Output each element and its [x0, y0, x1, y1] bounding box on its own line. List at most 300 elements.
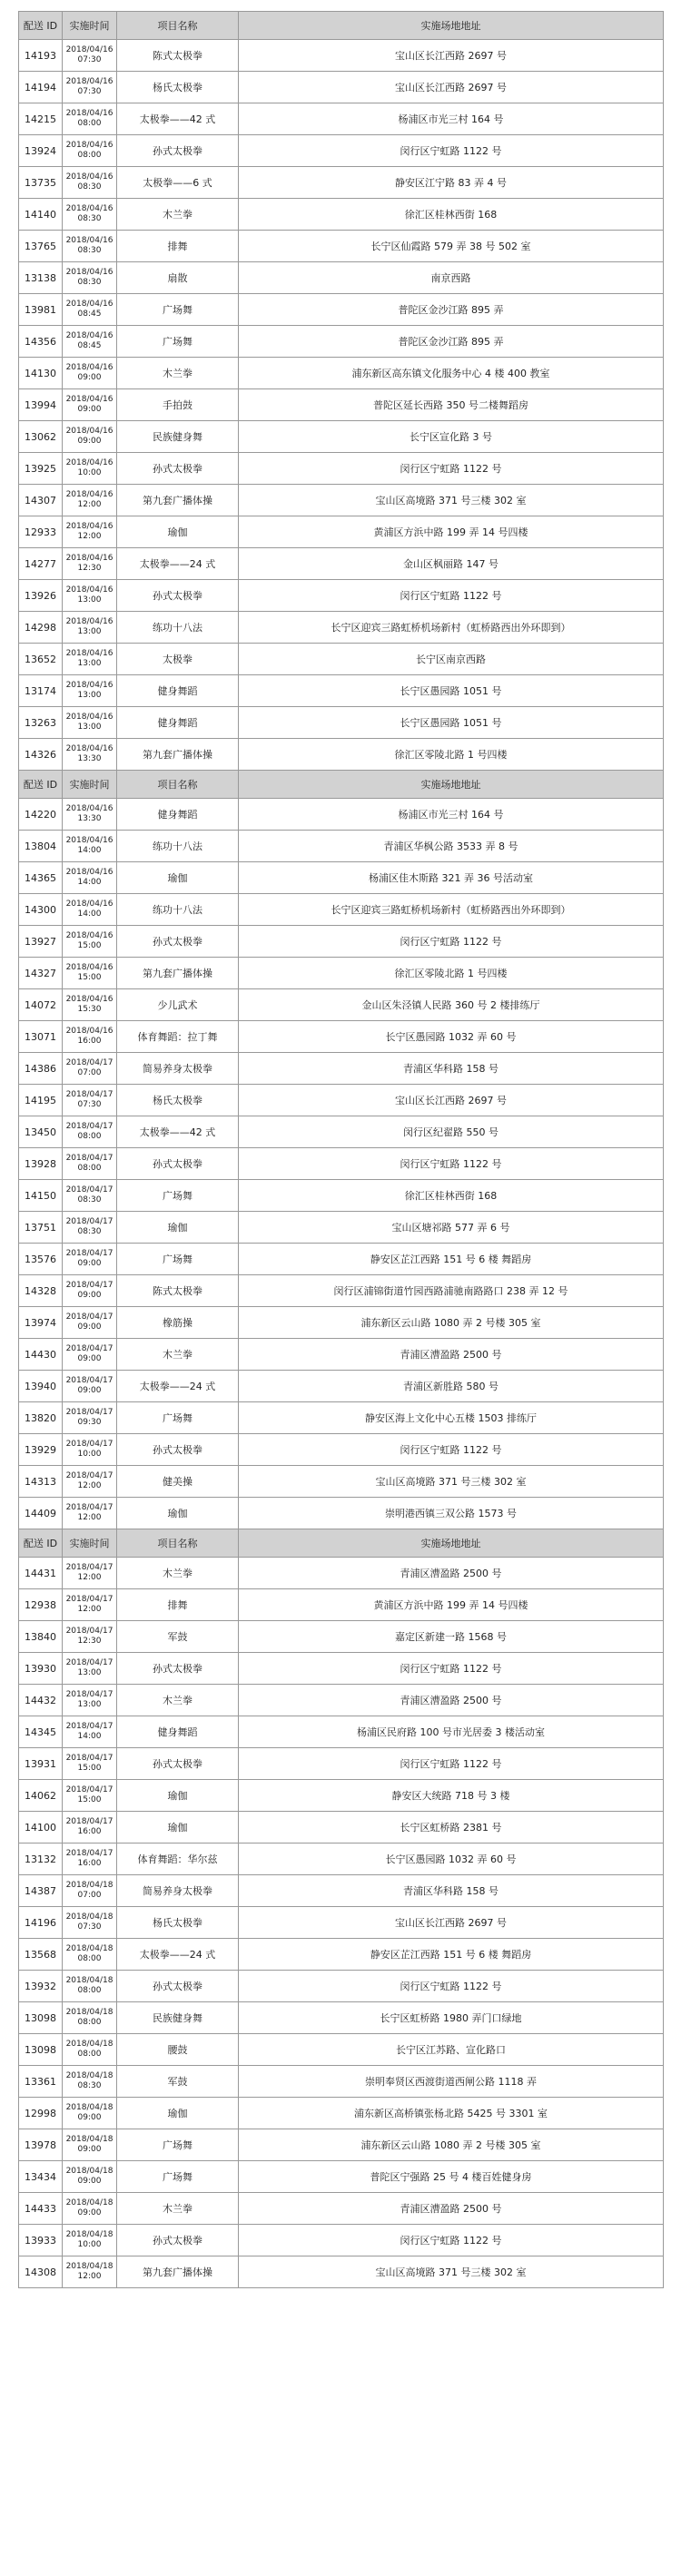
cell-id: 14130 — [19, 358, 63, 389]
cell-name: 军鼓 — [117, 2066, 239, 2098]
cell-id: 13926 — [19, 580, 63, 612]
cell-date: 2018/04/17 12:00 — [63, 1589, 117, 1621]
table-row — [19, 485, 664, 516]
cell-date: 2018/04/16 08:30 — [63, 167, 117, 199]
cell-name: 孙式太极拳 — [117, 580, 239, 612]
cell-name: 陈式太极拳 — [117, 1275, 239, 1307]
cell-id: 13098 — [19, 2034, 63, 2066]
table-row — [19, 1498, 664, 1529]
cell-date: 2018/04/17 12:00 — [63, 1558, 117, 1589]
table-row — [19, 1653, 664, 1685]
cell-date: 2018/04/17 07:00 — [63, 1053, 117, 1085]
cell-name: 民族健身舞 — [117, 2002, 239, 2034]
table-row — [19, 2256, 664, 2288]
cell-name: 健身舞蹈 — [117, 675, 239, 707]
cell-id: 13765 — [19, 231, 63, 262]
cell-address: 杨浦区市光三村 164 号 — [239, 799, 664, 831]
cell-date: 2018/04/18 08:00 — [63, 1971, 117, 2002]
cell-date: 2018/04/17 09:00 — [63, 1339, 117, 1371]
cell-date: 2018/04/17 09:00 — [63, 1244, 117, 1275]
cell-address: 黄浦区方浜中路 199 弄 14 号四楼 — [239, 516, 664, 548]
cell-name: 太极拳——42 式 — [117, 1116, 239, 1148]
cell-name: 练功十八法 — [117, 894, 239, 926]
table-row — [19, 1339, 664, 1371]
cell-date: 2018/04/16 08:45 — [63, 294, 117, 326]
header-name: 项目名称 — [117, 12, 239, 40]
cell-id: 13751 — [19, 1212, 63, 1244]
cell-date: 2018/04/17 12:00 — [63, 1466, 117, 1498]
cell-id: 14328 — [19, 1275, 63, 1307]
cell-address: 静安区大统路 718 号 3 楼 — [239, 1780, 664, 1812]
table-row — [19, 1589, 664, 1621]
table-row — [19, 72, 664, 103]
table-row — [19, 1907, 664, 1939]
header-id: 配送 ID — [19, 12, 63, 40]
table-row — [19, 862, 664, 894]
cell-address: 青浦区漕盈路 2500 号 — [239, 2193, 664, 2225]
header-name: 项目名称 — [117, 1529, 239, 1558]
table-row — [19, 1021, 664, 1053]
cell-address: 宝山区高境路 371 号三楼 302 室 — [239, 485, 664, 516]
cell-address: 闵行区宁虹路 1122 号 — [239, 1434, 664, 1466]
table-row — [19, 231, 664, 262]
cell-name: 练功十八法 — [117, 831, 239, 862]
cell-name: 孙式太极拳 — [117, 1653, 239, 1685]
cell-id: 13994 — [19, 389, 63, 421]
cell-id: 12933 — [19, 516, 63, 548]
cell-date: 2018/04/18 09:00 — [63, 2161, 117, 2193]
cell-id: 13434 — [19, 2161, 63, 2193]
table-row — [19, 1844, 664, 1875]
cell-id: 13978 — [19, 2129, 63, 2161]
cell-id: 14308 — [19, 2256, 63, 2288]
table-row — [19, 2066, 664, 2098]
cell-id: 13929 — [19, 1434, 63, 1466]
cell-address: 金山区朱泾镇人民路 360 号 2 楼排练厅 — [239, 989, 664, 1021]
cell-date: 2018/04/17 12:30 — [63, 1621, 117, 1653]
cell-id: 13940 — [19, 1371, 63, 1402]
cell-date: 2018/04/17 07:30 — [63, 1085, 117, 1116]
table-row — [19, 799, 664, 831]
cell-id: 14194 — [19, 72, 63, 103]
cell-date: 2018/04/17 10:00 — [63, 1434, 117, 1466]
cell-address: 闵行区宁虹路 1122 号 — [239, 2225, 664, 2256]
cell-date: 2018/04/17 16:00 — [63, 1812, 117, 1844]
cell-name: 腰鼓 — [117, 2034, 239, 2066]
table-row — [19, 453, 664, 485]
cell-id: 14140 — [19, 199, 63, 231]
cell-address: 闵行区纪翟路 550 号 — [239, 1116, 664, 1148]
table-row — [19, 326, 664, 358]
table-header-row — [19, 1529, 664, 1558]
table-row — [19, 1939, 664, 1971]
cell-date: 2018/04/18 08:00 — [63, 2002, 117, 2034]
cell-date: 2018/04/16 09:00 — [63, 389, 117, 421]
cell-name: 瑜伽 — [117, 1780, 239, 1812]
cell-name: 孙式太极拳 — [117, 135, 239, 167]
cell-date: 2018/04/17 09:00 — [63, 1371, 117, 1402]
cell-date: 2018/04/16 08:30 — [63, 231, 117, 262]
cell-id: 14431 — [19, 1558, 63, 1589]
cell-name: 太极拳——24 式 — [117, 1939, 239, 1971]
header-date: 实施时间 — [63, 771, 117, 799]
cell-name: 陈式太极拳 — [117, 40, 239, 72]
cell-name: 瑜伽 — [117, 1812, 239, 1844]
cell-date: 2018/04/18 09:00 — [63, 2193, 117, 2225]
cell-id: 14345 — [19, 1716, 63, 1748]
cell-id: 13138 — [19, 262, 63, 294]
cell-address: 长宁区愚园路 1051 号 — [239, 675, 664, 707]
cell-address: 徐汇区零陵北路 1 号四楼 — [239, 739, 664, 771]
cell-date: 2018/04/18 09:00 — [63, 2098, 117, 2129]
cell-date: 2018/04/16 14:00 — [63, 831, 117, 862]
cell-id: 13735 — [19, 167, 63, 199]
table-row — [19, 421, 664, 453]
table-header-row — [19, 12, 664, 40]
cell-name: 瑜伽 — [117, 1212, 239, 1244]
cell-name: 瑜伽 — [117, 1498, 239, 1529]
table-row — [19, 1621, 664, 1653]
cell-address: 长宁区迎宾三路虹桥机场新村（虹桥路西出外环即到） — [239, 612, 664, 644]
cell-name: 杨氏太极拳 — [117, 1907, 239, 1939]
cell-address: 青浦区新胜路 580 号 — [239, 1371, 664, 1402]
cell-name: 健身舞蹈 — [117, 799, 239, 831]
cell-name: 瑜伽 — [117, 2098, 239, 2129]
cell-id: 12938 — [19, 1589, 63, 1621]
table-row — [19, 580, 664, 612]
table-row — [19, 1434, 664, 1466]
cell-name: 手拍鼓 — [117, 389, 239, 421]
cell-name: 杨氏太极拳 — [117, 72, 239, 103]
table-row — [19, 1716, 664, 1748]
cell-name: 孙式太极拳 — [117, 1748, 239, 1780]
table-row — [19, 1402, 664, 1434]
cell-address: 杨浦区市光三村 164 号 — [239, 103, 664, 135]
table-row — [19, 1748, 664, 1780]
cell-address: 杨浦区民府路 100 号市光居委 3 楼活动室 — [239, 1716, 664, 1748]
cell-name: 木兰拳 — [117, 199, 239, 231]
table-row — [19, 1780, 664, 1812]
cell-address: 宝山区长江西路 2697 号 — [239, 1085, 664, 1116]
cell-date: 2018/04/18 10:00 — [63, 2225, 117, 2256]
cell-address: 闵行区宁虹路 1122 号 — [239, 1971, 664, 2002]
cell-name: 体育舞蹈：拉丁舞 — [117, 1021, 239, 1053]
cell-id: 14327 — [19, 958, 63, 989]
table-header-row — [19, 771, 664, 799]
cell-id: 14300 — [19, 894, 63, 926]
cell-address: 长宁区愚园路 1032 弄 60 号 — [239, 1844, 664, 1875]
table-row — [19, 675, 664, 707]
cell-name: 排舞 — [117, 1589, 239, 1621]
table-row — [19, 707, 664, 739]
table-row — [19, 989, 664, 1021]
table-row — [19, 1371, 664, 1402]
cell-id: 13932 — [19, 1971, 63, 2002]
cell-date: 2018/04/17 13:00 — [63, 1685, 117, 1716]
cell-address: 闵行区宁虹路 1122 号 — [239, 1748, 664, 1780]
cell-name: 第九套广播体操 — [117, 2256, 239, 2288]
cell-name: 广场舞 — [117, 1402, 239, 1434]
cell-address: 普陀区金沙江路 895 弄 — [239, 294, 664, 326]
cell-name: 广场舞 — [117, 326, 239, 358]
cell-date: 2018/04/16 12:00 — [63, 485, 117, 516]
cell-date: 2018/04/17 15:00 — [63, 1780, 117, 1812]
cell-name: 太极拳——24 式 — [117, 1371, 239, 1402]
cell-name: 孙式太极拳 — [117, 2225, 239, 2256]
cell-id: 13098 — [19, 2002, 63, 2034]
cell-address: 宝山区长江西路 2697 号 — [239, 40, 664, 72]
cell-name: 橡筋操 — [117, 1307, 239, 1339]
cell-id: 13071 — [19, 1021, 63, 1053]
cell-name: 太极拳——24 式 — [117, 548, 239, 580]
cell-address: 浦东新区云山路 1080 弄 2 号楼 305 室 — [239, 2129, 664, 2161]
cell-date: 2018/04/16 13:00 — [63, 644, 117, 675]
cell-address: 长宁区愚园路 1032 弄 60 号 — [239, 1021, 664, 1053]
cell-name: 孙式太极拳 — [117, 1148, 239, 1180]
table-row — [19, 2002, 664, 2034]
cell-name: 太极拳——6 式 — [117, 167, 239, 199]
cell-date: 2018/04/16 15:00 — [63, 958, 117, 989]
table-row — [19, 1685, 664, 1716]
schedule-table-body — [19, 12, 664, 2288]
cell-id: 13652 — [19, 644, 63, 675]
cell-id: 14356 — [19, 326, 63, 358]
cell-name: 杨氏太极拳 — [117, 1085, 239, 1116]
cell-name: 健身舞蹈 — [117, 1716, 239, 1748]
cell-date: 2018/04/18 09:00 — [63, 2129, 117, 2161]
cell-name: 扇散 — [117, 262, 239, 294]
cell-name: 广场舞 — [117, 1180, 239, 1212]
cell-date: 2018/04/17 14:00 — [63, 1716, 117, 1748]
cell-name: 木兰拳 — [117, 1339, 239, 1371]
cell-name: 排舞 — [117, 231, 239, 262]
cell-id: 14277 — [19, 548, 63, 580]
cell-id: 13450 — [19, 1116, 63, 1148]
cell-id: 14387 — [19, 1875, 63, 1907]
cell-address: 普陀区宁强路 25 号 4 楼百姓健身房 — [239, 2161, 664, 2193]
cell-name: 健身舞蹈 — [117, 707, 239, 739]
cell-id: 13820 — [19, 1402, 63, 1434]
table-row — [19, 894, 664, 926]
cell-address: 闵行区宁虹路 1122 号 — [239, 453, 664, 485]
cell-id: 13927 — [19, 926, 63, 958]
cell-date: 2018/04/16 12:30 — [63, 548, 117, 580]
cell-name: 简易养身太极拳 — [117, 1053, 239, 1085]
cell-date: 2018/04/17 09:30 — [63, 1402, 117, 1434]
cell-date: 2018/04/16 07:30 — [63, 40, 117, 72]
cell-name: 木兰拳 — [117, 1685, 239, 1716]
cell-date: 2018/04/16 13:00 — [63, 675, 117, 707]
table-row — [19, 1085, 664, 1116]
cell-name: 太极拳——42 式 — [117, 103, 239, 135]
cell-address: 长宁区虹桥路 2381 号 — [239, 1812, 664, 1844]
cell-address: 浦东新区高东镇文化服务中心 4 楼 400 教室 — [239, 358, 664, 389]
table-row — [19, 1307, 664, 1339]
cell-date: 2018/04/18 08:00 — [63, 2034, 117, 2066]
cell-id: 13568 — [19, 1939, 63, 1971]
cell-date: 2018/04/16 14:00 — [63, 862, 117, 894]
cell-address: 普陀区延长西路 350 号二楼舞蹈房 — [239, 389, 664, 421]
cell-id: 13924 — [19, 135, 63, 167]
cell-name: 瑜伽 — [117, 516, 239, 548]
cell-name: 健美操 — [117, 1466, 239, 1498]
header-address: 实施场地地址 — [239, 1529, 664, 1558]
cell-id: 13174 — [19, 675, 63, 707]
table-row — [19, 1812, 664, 1844]
cell-address: 闵行区宁虹路 1122 号 — [239, 580, 664, 612]
cell-id: 13928 — [19, 1148, 63, 1180]
cell-address: 金山区枫丽路 147 号 — [239, 548, 664, 580]
cell-date: 2018/04/16 13:00 — [63, 580, 117, 612]
cell-id: 13840 — [19, 1621, 63, 1653]
table-row — [19, 40, 664, 72]
cell-address: 长宁区愚园路 1051 号 — [239, 707, 664, 739]
cell-address: 浦东新区高桥镇张杨北路 5425 号 3301 室 — [239, 2098, 664, 2129]
cell-address: 静安区芷江西路 151 号 6 楼 舞蹈房 — [239, 1244, 664, 1275]
cell-address: 南京西路 — [239, 262, 664, 294]
cell-date: 2018/04/17 08:00 — [63, 1116, 117, 1148]
cell-date: 2018/04/17 16:00 — [63, 1844, 117, 1875]
cell-name: 第九套广播体操 — [117, 739, 239, 771]
cell-address: 青浦区漕盈路 2500 号 — [239, 1685, 664, 1716]
header-name: 项目名称 — [117, 771, 239, 799]
table-row — [19, 2161, 664, 2193]
cell-address: 杨浦区佳木斯路 321 弄 36 号活动室 — [239, 862, 664, 894]
cell-id: 14430 — [19, 1339, 63, 1371]
cell-id: 13925 — [19, 453, 63, 485]
cell-id: 13804 — [19, 831, 63, 862]
table-row — [19, 1275, 664, 1307]
cell-date: 2018/04/17 15:00 — [63, 1748, 117, 1780]
cell-date: 2018/04/16 13:00 — [63, 707, 117, 739]
table-row — [19, 358, 664, 389]
schedule-document — [18, 11, 663, 2288]
cell-address: 徐汇区桂林西街 168 — [239, 199, 664, 231]
cell-address: 宝山区长江西路 2697 号 — [239, 72, 664, 103]
cell-name: 孙式太极拳 — [117, 453, 239, 485]
cell-date: 2018/04/16 13:00 — [63, 612, 117, 644]
cell-address: 普陀区金沙江路 895 弄 — [239, 326, 664, 358]
cell-date: 2018/04/16 15:00 — [63, 926, 117, 958]
table-row — [19, 199, 664, 231]
table-row — [19, 294, 664, 326]
table-row — [19, 644, 664, 675]
cell-name: 军鼓 — [117, 1621, 239, 1653]
table-row — [19, 612, 664, 644]
cell-date: 2018/04/16 08:30 — [63, 199, 117, 231]
cell-id: 14432 — [19, 1685, 63, 1716]
cell-name: 广场舞 — [117, 2129, 239, 2161]
cell-address: 长宁区南京西路 — [239, 644, 664, 675]
table-row — [19, 1053, 664, 1085]
cell-address: 崇明港西镇三双公路 1573 号 — [239, 1498, 664, 1529]
cell-address: 长宁区虹桥路 1980 弄门口绿地 — [239, 2002, 664, 2034]
cell-name: 广场舞 — [117, 2161, 239, 2193]
cell-address: 崇明奉贤区西渡街道西闸公路 1118 弄 — [239, 2066, 664, 2098]
cell-address: 徐汇区零陵北路 1 号四楼 — [239, 958, 664, 989]
cell-id: 13576 — [19, 1244, 63, 1275]
cell-date: 2018/04/16 14:00 — [63, 894, 117, 926]
cell-date: 2018/04/16 16:00 — [63, 1021, 117, 1053]
cell-date: 2018/04/18 12:00 — [63, 2256, 117, 2288]
cell-id: 14062 — [19, 1780, 63, 1812]
schedule-table — [18, 11, 664, 2288]
cell-date: 2018/04/16 13:30 — [63, 739, 117, 771]
table-row — [19, 516, 664, 548]
cell-date: 2018/04/17 09:00 — [63, 1307, 117, 1339]
cell-date: 2018/04/16 09:00 — [63, 421, 117, 453]
cell-name: 体育舞蹈：华尔兹 — [117, 1844, 239, 1875]
cell-id: 14313 — [19, 1466, 63, 1498]
table-row — [19, 135, 664, 167]
table-row — [19, 2129, 664, 2161]
table-row — [19, 1180, 664, 1212]
cell-address: 黄浦区方浜中路 199 弄 14 号四楼 — [239, 1589, 664, 1621]
cell-date: 2018/04/16 07:30 — [63, 72, 117, 103]
cell-address: 长宁区迎宾三路虹桥机场新村（虹桥路西出外环即到） — [239, 894, 664, 926]
cell-id: 13981 — [19, 294, 63, 326]
cell-address: 长宁区宣化路 3 号 — [239, 421, 664, 453]
cell-id: 14365 — [19, 862, 63, 894]
cell-name: 瑜伽 — [117, 862, 239, 894]
cell-date: 2018/04/16 09:00 — [63, 358, 117, 389]
cell-name: 第九套广播体操 — [117, 958, 239, 989]
cell-date: 2018/04/16 10:00 — [63, 453, 117, 485]
cell-id: 13062 — [19, 421, 63, 453]
table-row — [19, 1116, 664, 1148]
table-row — [19, 2225, 664, 2256]
cell-name: 广场舞 — [117, 1244, 239, 1275]
cell-date: 2018/04/17 09:00 — [63, 1275, 117, 1307]
table-row — [19, 2034, 664, 2066]
cell-date: 2018/04/17 08:30 — [63, 1180, 117, 1212]
cell-address: 长宁区仙霞路 579 弄 38 号 502 室 — [239, 231, 664, 262]
cell-date: 2018/04/17 08:30 — [63, 1212, 117, 1244]
table-row — [19, 1558, 664, 1589]
cell-id: 14409 — [19, 1498, 63, 1529]
header-address: 实施场地地址 — [239, 771, 664, 799]
cell-date: 2018/04/18 07:30 — [63, 1907, 117, 1939]
cell-date: 2018/04/17 08:00 — [63, 1148, 117, 1180]
cell-address: 宝山区长江西路 2697 号 — [239, 1907, 664, 1939]
table-row — [19, 262, 664, 294]
table-row — [19, 1971, 664, 2002]
cell-address: 青浦区华科路 158 号 — [239, 1875, 664, 1907]
cell-id: 14307 — [19, 485, 63, 516]
cell-date: 2018/04/18 08:30 — [63, 2066, 117, 2098]
cell-name: 木兰拳 — [117, 358, 239, 389]
table-row — [19, 1466, 664, 1498]
cell-id: 14072 — [19, 989, 63, 1021]
cell-id: 14100 — [19, 1812, 63, 1844]
cell-id: 13930 — [19, 1653, 63, 1685]
table-row — [19, 167, 664, 199]
cell-name: 孙式太极拳 — [117, 1434, 239, 1466]
cell-id: 14298 — [19, 612, 63, 644]
cell-date: 2018/04/17 13:00 — [63, 1653, 117, 1685]
cell-name: 木兰拳 — [117, 1558, 239, 1589]
cell-date: 2018/04/16 08:00 — [63, 103, 117, 135]
cell-id: 14220 — [19, 799, 63, 831]
cell-address: 浦东新区云山路 1080 弄 2 号楼 305 室 — [239, 1307, 664, 1339]
cell-id: 14195 — [19, 1085, 63, 1116]
cell-name: 第九套广播体操 — [117, 485, 239, 516]
header-id: 配送 ID — [19, 1529, 63, 1558]
cell-date: 2018/04/17 12:00 — [63, 1498, 117, 1529]
cell-name: 木兰拳 — [117, 2193, 239, 2225]
cell-name: 孙式太极拳 — [117, 926, 239, 958]
cell-date: 2018/04/16 08:45 — [63, 326, 117, 358]
